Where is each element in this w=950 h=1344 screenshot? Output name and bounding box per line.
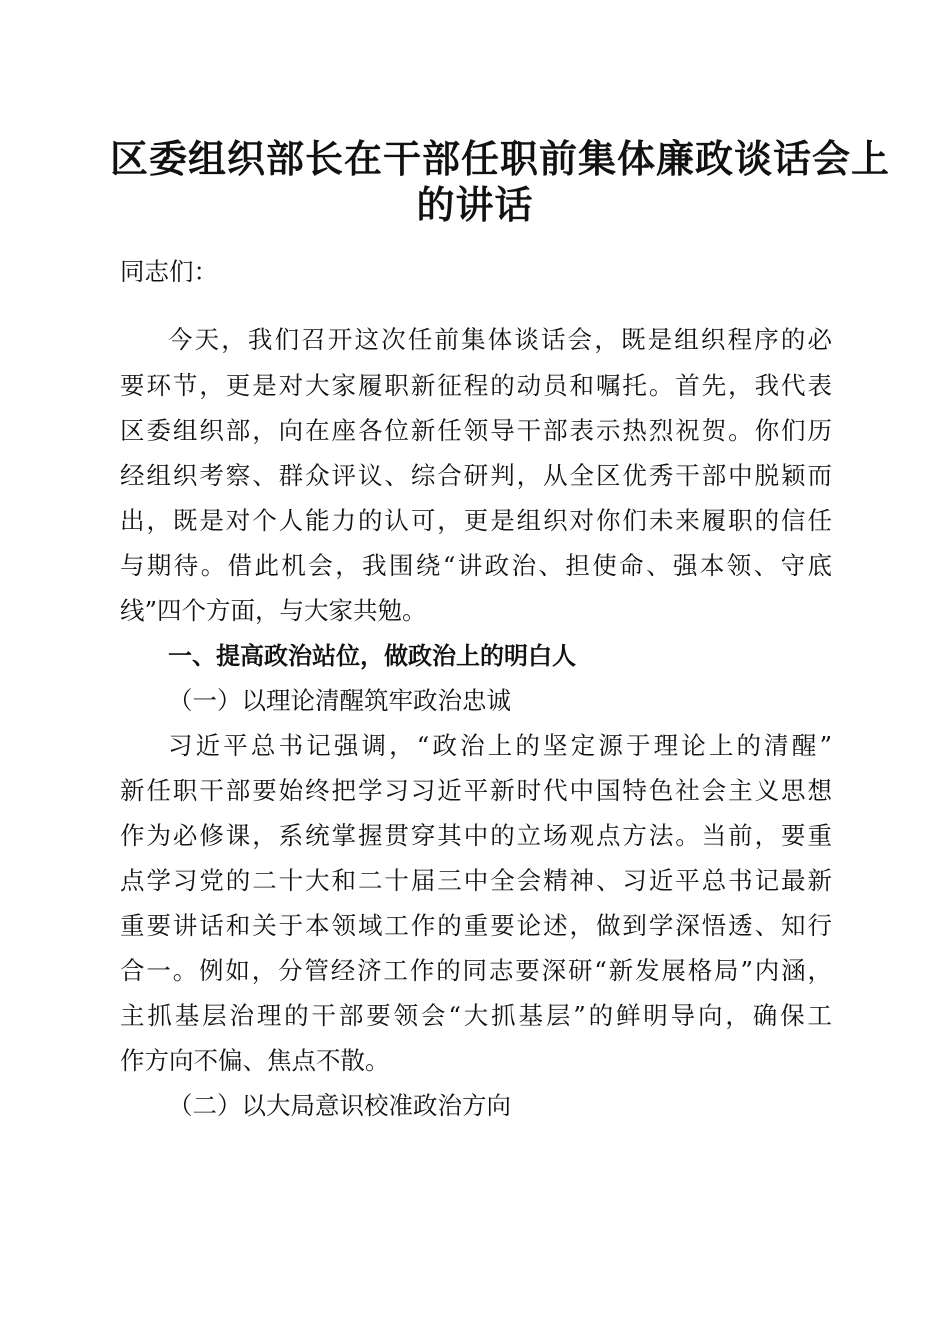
body-paragraph-line: 合一。例如，分管经济工作的同志要深研“新发展格局”内涵，: [120, 956, 832, 985]
subsection-heading: （一）以理论清醒筑牢政治忠诚: [168, 686, 511, 715]
body-paragraph-line: 点学习党的二十大和二十届三中全会精神、习近平总书记最新: [120, 866, 832, 895]
body-paragraph-line: 作为必修课，系统掌握贯穿其中的立场观点方法。当前，要重: [120, 821, 832, 850]
intro-paragraph-line: 要环节，更是对大家履职新征程的动员和嘱托。首先，我代表: [120, 371, 832, 400]
body-paragraph-line: 重要讲话和关于本领域工作的重要论述，做到学深悟透、知行: [120, 911, 832, 940]
intro-paragraph-line: 经组织考察、群众评议、综合研判，从全区优秀干部中脱颖而: [120, 461, 832, 490]
intro-paragraph-line: 出，既是对个人能力的认可，更是组织对你们未来履职的信任: [120, 506, 832, 535]
body-paragraph-line: 新任职干部要始终把学习习近平新时代中国特色社会主义思想: [120, 776, 832, 805]
intro-paragraph-line: 区委组织部，向在座各位新任领导干部表示热烈祝贺。你们历: [120, 416, 832, 445]
subsection-heading: （二）以大局意识校准政治方向: [168, 1091, 511, 1120]
section-heading: 一、提高政治站位，做政治上的明白人: [168, 642, 576, 670]
document-title-line-2: 的讲话: [416, 182, 534, 227]
body-paragraph-line: 主抓基层治理的干部要领会“大抓基层”的鲜明导向，确保工: [120, 1001, 832, 1030]
salutation: 同志们：: [120, 257, 218, 286]
document-title-line-1: 区委组织部长在干部任职前集体廉政谈话会上: [110, 136, 891, 181]
intro-paragraph-line: 与期待。借此机会，我围绕“讲政治、担使命、强本领、守底: [120, 551, 832, 580]
intro-paragraph-line: 今天，我们召开这次任前集体谈话会，既是组织程序的必: [168, 325, 832, 354]
intro-paragraph-line: 线”四个方面，与大家共勉。: [120, 596, 427, 625]
body-paragraph-line: 作方向不偏、焦点不散。: [120, 1046, 390, 1075]
body-paragraph-line: 习近平总书记强调，“政治上的坚定源于理论上的清醒”: [168, 731, 832, 760]
